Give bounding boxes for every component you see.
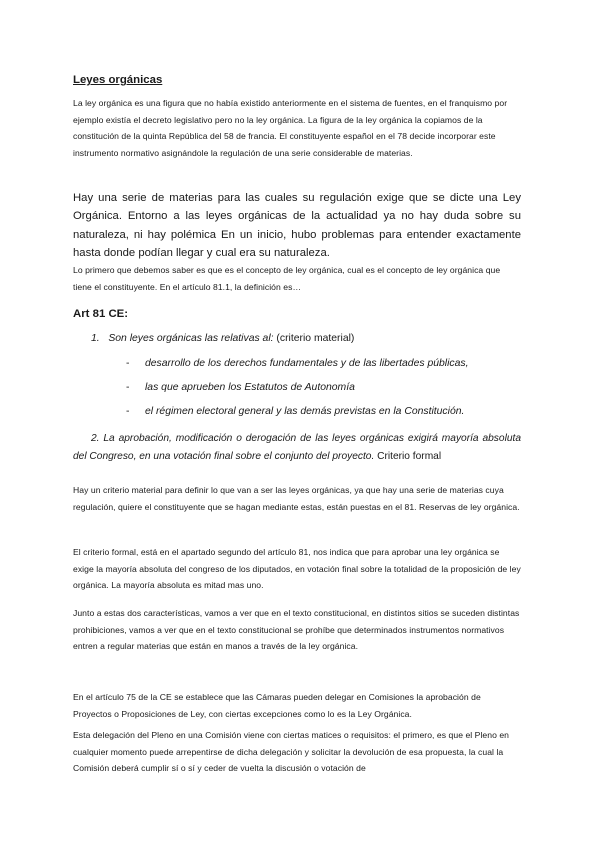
paragraph-delegacion: Esta delegación del Pleno en una Comisión viene con ciertas matices o requisitos: el primero, es que el Pleno en cualquier momento puede arrepentirse de dicha delegación y solicitar la devolución de esa propuesta, la cual la Comisión deberá cumplir sí o sí y ceder de vuelta la discusión o votación de — [73, 730, 510, 774]
criterio-formal-label: Criterio formal — [377, 450, 442, 462]
paragraph-concepto: Lo primero que debemos saber es que es el concepto de ley orgánica, cual es el concepto de ley orgánica que tiene el constituyente. En el artículo 81.1, la definición es… — [73, 265, 501, 292]
article-point-2-text: 2. La aprobación, modificación o derogación de las leyes orgánicas exigirá mayoría absoluta del Congreso, en una votación final sobre el conjunto del proyecto. — [73, 433, 521, 462]
paragraph-intro: La ley orgánica es una figura que no había existido anteriormente en el sistema de fuentes, en el franquismo por ejemplo existía el decreto legislativo pero no la ley orgánica. La figura de la ley orgánica la copiamos de la constitución de la quinta República del 58 de francia. El constituyente español en el 78 decide incorporar este instrumento normativo asignándole la regulación de una serie considerable de materias. — [73, 98, 508, 159]
article-point-1 — [91, 333, 354, 344]
bullet-marker: - — [126, 358, 130, 369]
bullet-marker: - — [126, 406, 130, 417]
paragraph-criterio-material: Hay un criterio material para definir lo que van a ser las leyes orgánicas, ya que hay una serie de materias cuya regulación, quiere el constituyente que se hagan mediante estas, están puestas en el 81. Reservas de ley orgánica. — [73, 485, 520, 512]
article-point-2 — [73, 430, 521, 465]
paragraph-articulo-75: En el artículo 75 de la CE se establece que las Cámaras pueden delegar en Comisiones la aprobación de Proyectos o Proposiciones de Ley, con ciertas excepciones como lo es la Ley Orgánica. — [73, 692, 481, 719]
article-point-text: Son leyes orgánicas las relativas al: — [108, 333, 274, 344]
article-heading: Art 81 CE: — [73, 308, 129, 320]
criterio-material-label: (criterio material) — [276, 333, 355, 344]
article-bullet-item: las que aprueben los Estatutos de Autonomía — [145, 382, 355, 393]
page-title: Leyes orgánicas — [73, 74, 163, 86]
paragraph-prohibiciones: Junto a estas dos características, vamos a ver que en el texto constitucional, en distintos sitios se suceden distintas prohibiciones, vamos a ver que en el texto constitucional se prohíbe que determinados instrumentos normativos entren a regular materias que están en manos a través de la ley orgánica. — [73, 608, 520, 652]
bullet-marker: - — [126, 382, 130, 393]
paragraph-materias: Hay una serie de materias para las cuales su regulación exige que se dicte una Ley Orgánica. Entorno a las leyes orgánicas de la actualidad ya no hay duda sobre su naturaleza, ni hay polémica En un inicio, hubo problemas para entender exactamente hasta donde podían llegar y cual era su naturaleza. — [73, 192, 521, 259]
article-bullet-item: el régimen electoral general y las demás previstas en la Constitución. — [145, 406, 465, 417]
article-bullet-item: desarrollo de los derechos fundamentales y de las libertades públicas, — [145, 358, 469, 369]
paragraph-criterio-formal: El criterio formal, está en el apartado segundo del artículo 81, nos indica que para aprobar una ley orgánica se exige la mayoría absoluta del congreso de los diputados, en votación final sobre la totalidad de la proposición de ley orgánica. La mayoría absoluta es mitad mas uno. — [73, 547, 521, 591]
article-point-number: 1. — [91, 333, 100, 344]
